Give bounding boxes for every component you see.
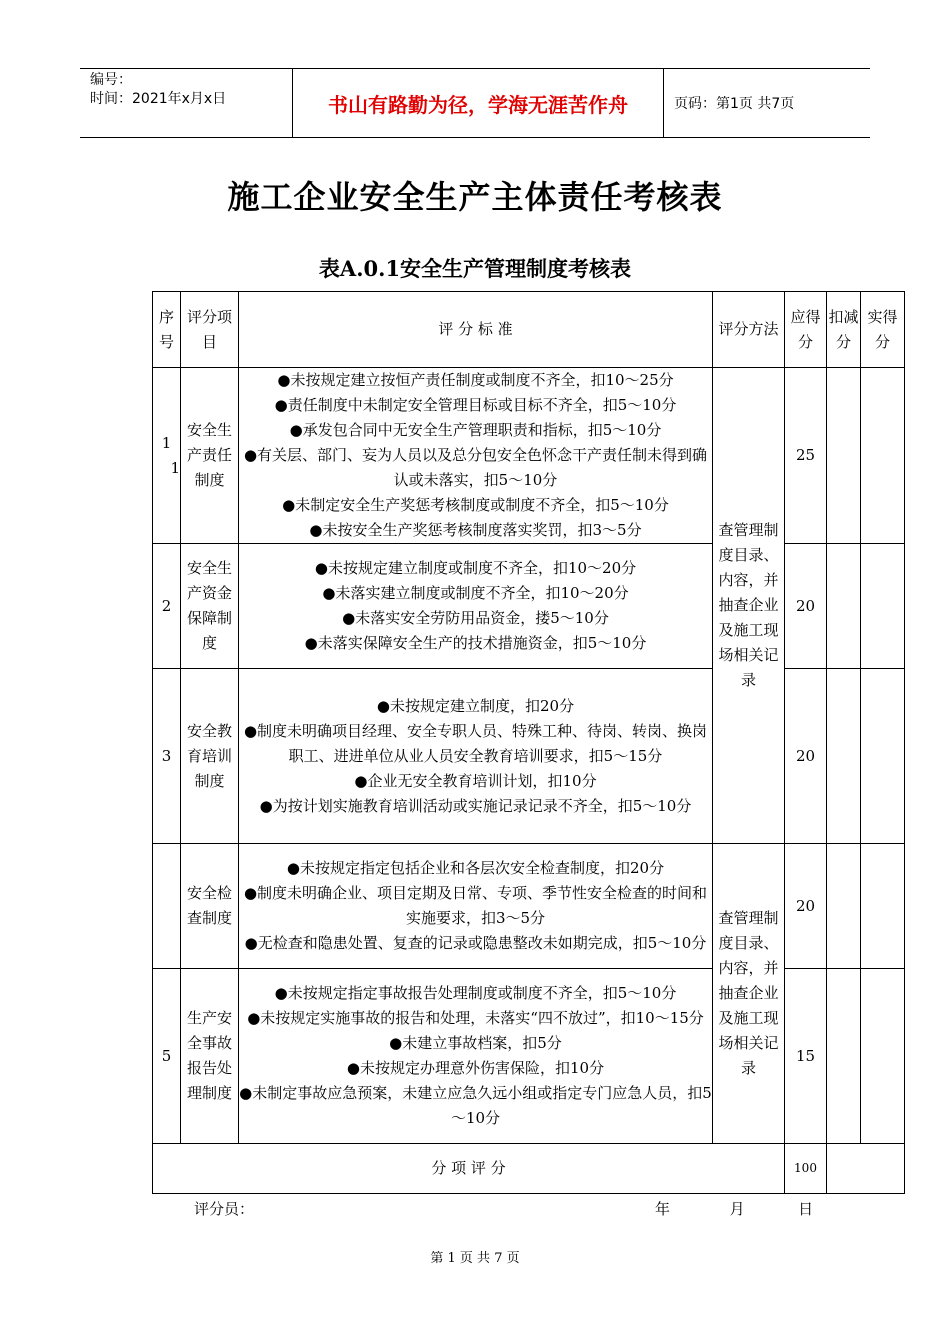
row-criteria: ●未按规定指定事故报告处理制度或制度不齐全，扣5～10分 ●未按规定实施事故的报告和处理，未落实“四不放过”，扣10～15分 ●未建立事故档案，扣5分 ●未按规定办理意外伤害保险，扣10分 ●未制定事故应急预案，未建立应急久远小组或指定专门应急人员，扣5～10分 [239,969,713,1144]
row-criteria: ●未按规定建立按恒产责任制度或制度不齐全，扣10～25分 ●责任制度中未制定安全管理目标或目标不齐全，扣5～10分 ●承发包合同中无安全生产管理职责和指标，扣5～10分 ●有关层、部门、妄为人员以及总分包安全色怀念干产责任制未得到确认或未落实，扣5～10分 ●未制定安全生产奖惩考核制度或制度不齐全，扣5～10分 ●未按安全生产奖惩考核制度落实奖罚，扣3～5分 [239,368,713,544]
header-actual-score: 实得分 [861,292,905,368]
number-label: 编号： [90,72,132,88]
method-cell-b: 查管理制度目录、内容，并抽查企业及施工现场相关记录 [713,844,785,1144]
row-deduct [827,368,861,544]
header-seq: 序号 [153,292,181,368]
header-criteria: 评 分 标 准 [239,292,713,368]
date-month: 月 [729,1200,745,1218]
header-row [153,292,905,368]
date-year: 年 [655,1200,671,1218]
row-score: 20 [785,544,827,669]
row-deduct [827,544,861,669]
header-meta [80,69,293,137]
row-item: 生产安全事故报告处理制度 [181,969,239,1144]
table-row [153,969,905,1144]
method-cell-a: 查管理制度目录、内容，并抽查企业及施工现场相关记录 [713,368,785,844]
header-due-score: 应得分 [785,292,827,368]
page-title: 施工企业安全生产主体责任考核表 [227,178,723,216]
row-actual [861,368,905,544]
row-seq: 5 [153,969,181,1144]
header-method: 评分方法 [713,292,785,368]
row-criteria: ●未按规定指定包括企业和各层次安全检查制度，扣20分 ●制度未明确企业、项目定期及日常、专项、季节性安全检查的时间和实施要求，扣3～5分 ●无检查和隐患处置、复查的记录或隐患整改未如期完成，扣5～10分 [239,844,713,969]
row-actual [861,969,905,1144]
document-header [80,68,870,138]
row-criteria: ●未按规定建立制度或制度不齐全，扣10～20分 ●未落实建立制度或制度不齐全，扣10～20分 ●未落实安全劳防用品资金，搂5～10分 ●未落实保障安全生产的技术措施资金，扣5～10分 [239,544,713,669]
time-label: 时间：2021年x月x日 [90,91,227,107]
row-item: 安全教育培训制度 [181,669,239,844]
total-label: 分 项 评 分 [153,1144,785,1194]
row-seq: 3 [153,669,181,844]
row-score: 20 [785,844,827,969]
page-info: 页码：第1页 共7页 [674,96,795,112]
row-item: 安全生产责任制度 [181,368,239,544]
row-deduct [827,844,861,969]
assessment-table [152,291,905,1194]
table-row [153,544,905,669]
row-score: 25 [785,368,827,544]
row-actual [861,544,905,669]
page-number: 第 1 页 共 7 页 [430,1251,520,1266]
table-row [153,368,905,544]
total-empty [827,1144,905,1194]
row-item: 安全生产资金保障制度 [181,544,239,669]
scorer-label: 评分员： [194,1200,255,1218]
row-score: 15 [785,969,827,1144]
row-score: 20 [785,669,827,844]
header-item: 评分项目 [181,292,239,368]
row-criteria: ●未按规定建立制度，扣20分 ●制度未明确项目经理、安全专职人员、特殊工种、待岗、转岗、换岗职工、进进单位从业人员安全教育培训要求，扣5～15分 ●企业无安全教育培训计划，扣10分 ●为按计划实施教育培训活动或实施记录记录不齐全，扣5～10分 [239,669,713,844]
total-row [153,1144,905,1194]
row-item: 安全检查制度 [181,844,239,969]
row-seq: 1 1 [153,368,181,544]
row-actual [861,669,905,844]
total-score: 100 [785,1144,827,1194]
table-row [153,669,905,844]
header-deduct-score: 扣减分 [827,292,861,368]
date-line [655,1198,813,1219]
date-day: 日 [798,1200,814,1218]
motto: 书山有路勤为径，学海无涯苦作舟 [293,69,664,137]
row-seq [153,844,181,969]
row-seq: 2 [153,544,181,669]
row-deduct [827,969,861,1144]
row-deduct [827,669,861,844]
table-title: 表A.0.1安全生产管理制度考核表 [318,256,632,281]
table-row [153,844,905,969]
row-actual [861,844,905,969]
